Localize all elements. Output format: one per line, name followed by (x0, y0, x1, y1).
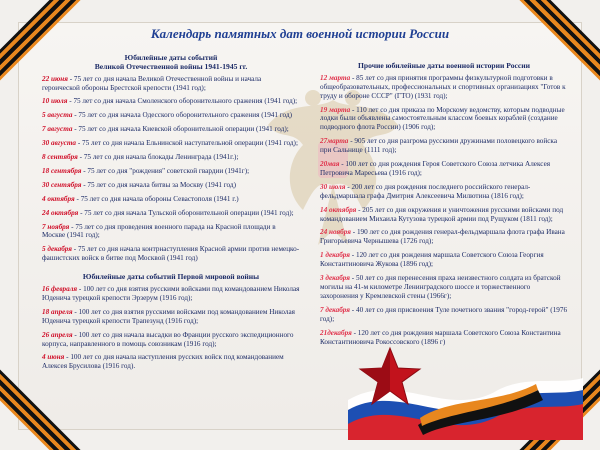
entry-date: 19 марта (320, 105, 351, 114)
date-entry (42, 223, 300, 241)
entry-text: - 190 лет со дня рождения генерал-фельдмаршала флота графа Ивана Григорьевича Чернышева (1726 год); (320, 228, 565, 246)
left-column (42, 54, 300, 376)
entry-date: 30 августа (42, 139, 77, 148)
entry-text: - 40 лет со дня присвоения Туле почетного звания "город-герой" (1976 год); (320, 305, 568, 323)
entry-text: - 85 лет со дня принятия программы физкультурной подготовки в общеобразовательных, профессиональных и спортивных организациях "Готов к труду и обороне СССР" (ГТО) (1931 год); (320, 73, 566, 100)
entry-text: - 75 лет со дня начала контрнаступления Красной армии против немецко-фашистских войск в битве под Москвой (1941 год) (42, 245, 300, 263)
ww1-heading: Юбилейные даты событий Первой мировой войны (82, 272, 260, 282)
entry-text: - 75 лет со дня начала обороны Севастополя (1941 г.) (74, 194, 239, 203)
entry-text: - 75 лет со дня начала Великой Отечественной войны и начала героической обороны Брестской крепости (1941 год); (42, 74, 262, 92)
entry-date: 20мая (320, 160, 340, 169)
entry-text: - 75 лет со дня начала Смоленского оборонительного сражения (1941 год); (67, 97, 298, 106)
date-entry (42, 285, 300, 303)
right-heading: Прочие юбилейные даты военной истории России (357, 61, 531, 70)
entry-date: 18 апреля (42, 307, 73, 316)
date-entry (42, 139, 300, 148)
left-entries-list (42, 75, 300, 264)
entry-date: 21декабря (320, 328, 352, 337)
left-heading-line2: Великой Отечественной войны 1941-1945 гг. (94, 61, 248, 71)
ww1-entries-list (42, 285, 300, 371)
entry-text: - 75 лет со дня проведения военного парада на Красной площади в Москве (1941 год); (42, 222, 276, 240)
entry-date: 7 ноября (42, 222, 70, 231)
date-entry (320, 74, 568, 101)
entry-text: - 905 лет со дня разгрома русскими дружинами половецкого войска при Сальнице (1111 год); (320, 137, 558, 155)
date-entry (42, 195, 300, 204)
entry-date: 7 августа (42, 125, 73, 134)
entry-date: 4 октября (42, 194, 75, 203)
right-entries-list (320, 74, 568, 347)
date-entry (42, 111, 300, 120)
entry-text: - 100 лет со дня начала высадки во Франции русского экспедиционного корпуса, направленного в помощь союзникам (1916 год); (42, 330, 294, 348)
date-entry (320, 251, 568, 269)
entry-date: 18 сентября (42, 166, 82, 175)
entry-date: 16 февраля (42, 284, 78, 293)
entry-date: 7 декабря (320, 305, 350, 314)
entry-text: - 75 лет со дня начала Ельнинской наступательной операции (1941 год); (76, 139, 298, 148)
entry-date: 8 сентября (42, 153, 78, 162)
entry-date: 22 июня (42, 74, 68, 83)
entry-date: 14 октября (320, 205, 357, 214)
date-entry (42, 245, 300, 263)
victory-star-flag-decoration-icon (328, 330, 583, 440)
entry-date: 30 июля (320, 182, 346, 191)
entry-date: 24 ноября (320, 228, 351, 237)
entry-text: - 100 лет со дня взятия русскими войсками под командованием Николая Юденича турецкой крепости Трапезунд (1916 год); (42, 307, 295, 325)
page-title: Календарь памятных дат военной истории России (150, 26, 450, 41)
entry-text: - 200 лет со дня рождения последнего российского генерал- фельдмаршала графа Дмитрия Алексеевича Милютина (1816 год); (320, 182, 531, 200)
left-heading-line1: Юбилейные даты событий (124, 53, 218, 62)
date-entry (42, 308, 300, 326)
entry-text: - 120 лет со дня рождения маршала Советского Союза Константина Константиновича Рокоссовского (1896 г) (320, 328, 561, 346)
entry-text: - 75 лет со дня "рождения" советской гвардии (1941г); (81, 166, 250, 175)
date-entry (320, 206, 568, 224)
date-entry (320, 274, 568, 301)
date-entry (42, 97, 300, 106)
left-heading (42, 54, 300, 72)
date-entry (42, 353, 300, 371)
entry-text: - 75 лет со дня начала Одесского оборонительного сражения (1941 год) (72, 111, 292, 120)
entry-date: 5 декабря (42, 245, 72, 254)
right-column (320, 62, 568, 351)
entry-text: - 50 лет со дня перенесения праха неизвестного солдата из братской могилы на 41-м километре Ленинградского шоссе и торжественного захоронения у Кремлевской стены (1966г); (320, 274, 561, 300)
entry-text: - 100 лет со дня начала наступления русских войск под командованием Алексея Брусилова (1916 год). (42, 353, 284, 371)
entry-date: 24 октября (42, 208, 79, 217)
entry-text: - 120 лет со дня рождения маршала Советского Союза Георгия Константиновича Жукова (1896 год); (320, 251, 544, 269)
entry-text: - 75 лет со дня начала битвы за Москву (1941 год) (81, 180, 236, 189)
date-entry (320, 306, 568, 324)
entry-text: - 75 лет со дня начала Киевской оборонительной операции (1941 год); (72, 125, 289, 134)
date-entry (42, 181, 300, 190)
date-entry (42, 153, 300, 162)
date-entry (42, 167, 300, 176)
date-entry (320, 137, 568, 155)
entry-date: 26 апреля (42, 330, 73, 339)
entry-text: - 100 лет со дня рождения Героя Советского Союза летчика Алексея Петровича Маресьева (1916 год); (320, 160, 551, 177)
entry-text: - 75 лет со дня начала блокады Ленинграда (1941г.); (77, 153, 239, 162)
date-entry (320, 228, 568, 246)
entry-date: 1 декабря (320, 251, 350, 260)
entry-text: - 205 лет со дня окружения и уничтожения русскими войсками под командованием Михаила Кутузова турецкой армии под Рущуком (1811 год); (320, 205, 564, 223)
date-entry (42, 209, 300, 218)
entry-date: 5 августа (42, 111, 73, 120)
entry-date: 27марта (320, 137, 349, 146)
entry-text: - 100 лет со дня взятия русскими войсками под командованием Николая Юденича турецкой крепости Эрзерум (1916 год); (42, 284, 300, 302)
entry-text: - 110 лет со дня приказа по Морскому ведомству, которым подводные лодки были объявлены самостоятельным классом боевых кораблей (создание подводного флота России) (1906 год); (320, 105, 565, 132)
entry-date: 10 июля (42, 97, 68, 106)
entry-date: 4 июня (42, 353, 65, 362)
date-entry (42, 331, 300, 349)
date-entry (42, 125, 300, 134)
date-entry (320, 160, 568, 178)
entry-date: 30 сентября (42, 180, 82, 189)
date-entry (42, 75, 300, 93)
entry-date: 12 марта (320, 73, 351, 82)
date-entry (320, 106, 568, 133)
entry-date: 3 декабря (320, 274, 350, 283)
date-entry (320, 183, 568, 201)
entry-text: - 75 лет со дня начала Тульской оборонительной операции (1941 год); (78, 208, 294, 217)
